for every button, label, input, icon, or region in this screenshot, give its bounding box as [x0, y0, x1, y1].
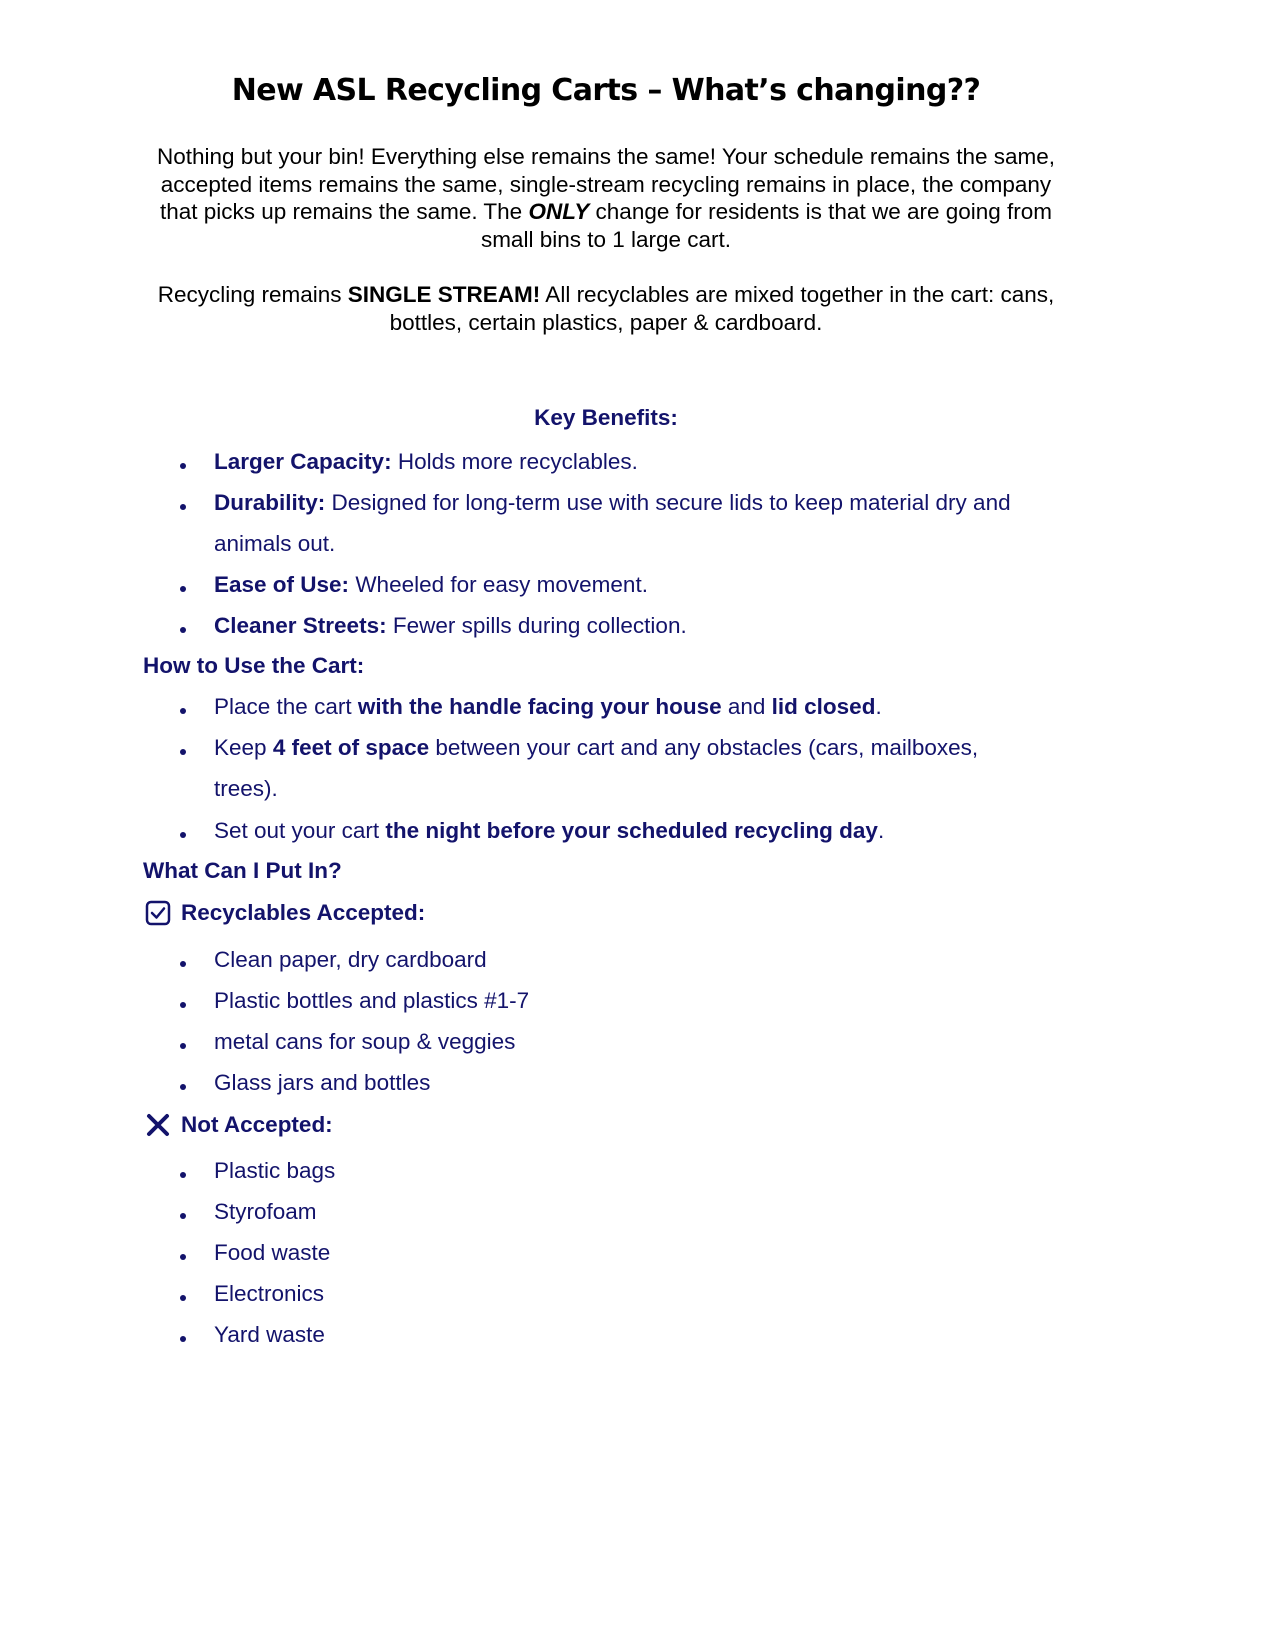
list-item: Set out your cart the night before your scheduled recycling day. [214, 818, 885, 843]
list-item: Larger Capacity: Holds more recyclables. [214, 449, 638, 474]
list-item: Food waste [214, 1240, 331, 1265]
list-item: Plastic bags [214, 1158, 336, 1183]
bullet-icon [178, 708, 188, 718]
list-item: Clean paper, dry cardboard [214, 947, 487, 972]
single-stream-paragraph: Recycling remains SINGLE STREAM! All recyclables are mixed together in the cart: cans, bottles, certain plastics, paper & cardboard. [157, 282, 1055, 335]
list-item: Styrofoam [214, 1199, 317, 1224]
list-item: Ease of Use: Wheeled for easy movement. [214, 572, 648, 597]
list-item: Plastic bottles and plastics #1-7 [214, 988, 530, 1013]
bullet-icon [178, 1254, 188, 1264]
list-item: Electronics [214, 1281, 325, 1306]
bullet-icon [178, 1002, 188, 1012]
bullet-icon [178, 1336, 188, 1346]
list-item: Cleaner Streets: Fewer spills during collection. [214, 613, 687, 638]
what-can-i-put-in-heading: What Can I Put In? [143, 858, 342, 883]
list-item: Durability: Designed for long-term use with secure lids to keep material dry and animals out. [214, 490, 1011, 556]
bullet-icon [178, 1084, 188, 1094]
list-item: Place the cart with the handle facing your house and lid closed. [214, 694, 882, 719]
list-item: metal cans for soup & veggies [214, 1029, 516, 1054]
accepted-heading: Recyclables Accepted: [145, 900, 425, 926]
bullet-icon [178, 1213, 188, 1223]
bullet-icon [178, 961, 188, 971]
list-item: Keep 4 feet of space between your cart and any obstacles (cars, mailboxes, trees). [214, 735, 979, 801]
bullet-icon [178, 832, 188, 842]
emphasis-only: ONLY [528, 199, 590, 224]
list-item: Glass jars and bottles [214, 1070, 431, 1095]
bullet-icon [178, 504, 188, 514]
x-mark-icon [145, 1112, 171, 1138]
list-item: Yard waste [214, 1322, 325, 1347]
bullet-icon [178, 1295, 188, 1305]
emphasis-single-stream: SINGLE STREAM! [347, 282, 541, 307]
bullet-icon [178, 627, 188, 637]
page-title: New ASL Recycling Carts – What’s changing?? [231, 73, 981, 108]
bullet-icon [178, 1043, 188, 1053]
how-to-use-heading: How to Use the Cart: [143, 653, 365, 678]
bullet-icon [178, 463, 188, 473]
not-accepted-heading: Not Accepted: [145, 1112, 333, 1138]
bullet-icon [178, 749, 188, 759]
checkbox-checked-icon [145, 900, 171, 926]
bullet-icon [178, 586, 188, 596]
bullet-icon [178, 1172, 188, 1182]
intro-paragraph: Nothing but your bin! Everything else remains the same! Your schedule remains the same, accepted items remains the same, single-stream recycling remains in place, the company that picks up remains the same. The ONLY change for residents is that we are going from small bins to 1 large cart. [157, 144, 1055, 252]
key-benefits-heading: Key Benefits: [534, 405, 678, 430]
